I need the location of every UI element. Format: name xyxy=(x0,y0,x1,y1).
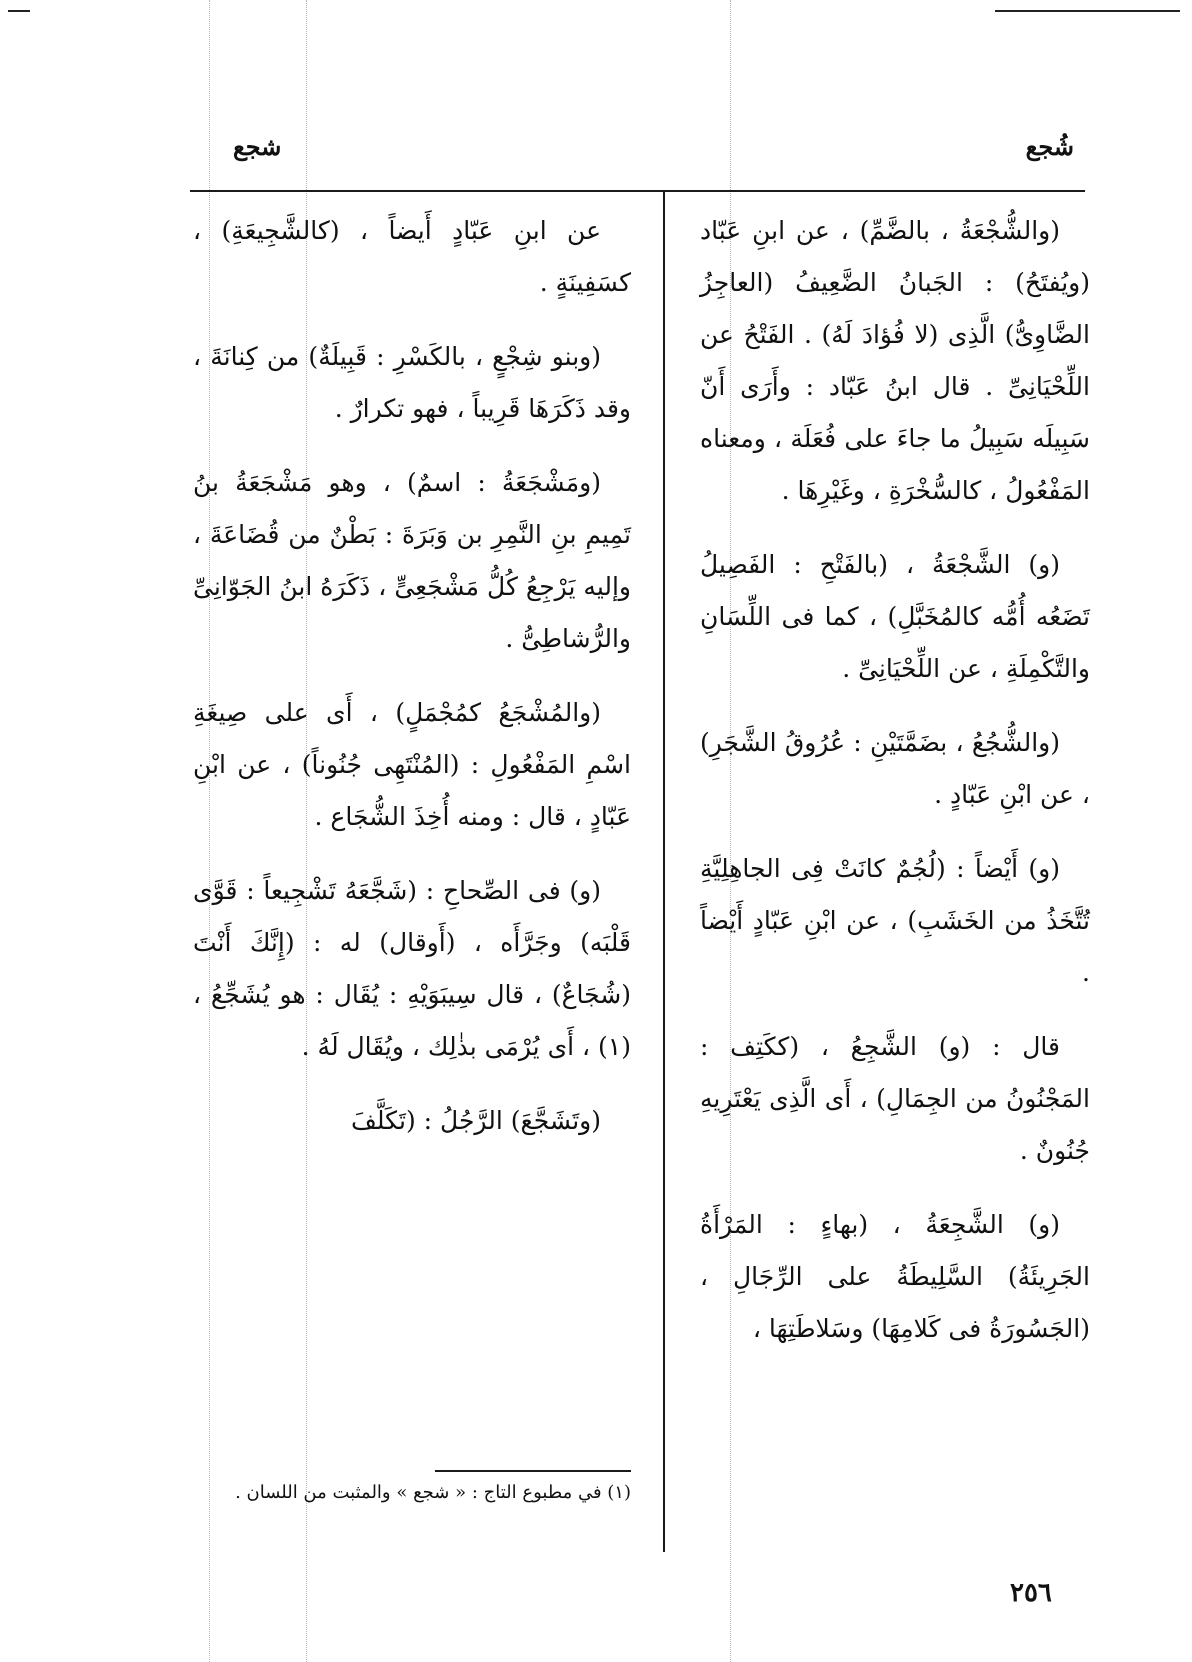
footnote-rule xyxy=(435,1470,631,1472)
running-header-right: شُجع xyxy=(1025,132,1074,161)
dictionary-entry: (وتَشَجَّعَ) الرَّجُلُ : (تَكَلَّفَ xyxy=(351,1106,601,1135)
dictionary-entry: (والمُشْجَعُ كمُجْمَلٍ) ، أَى على صِيغَةِ اسْمِ المَفْعُولِ : (المُنْتَهِى جُنُوناً) ، عن ابْنِ عَبّادٍ ، قال : ومنه أُخِذَ الشُّجَاع . xyxy=(193,698,631,831)
scan-edge-mark xyxy=(8,10,30,12)
dictionary-entry: (و) الشَّجْعَةُ ، (بالفَتْحِ : الفَصِيلُ تَضَعُه أُمُّه كالمُخَبَّلِ) ، كما فى اللِّسَانِ والتَّكْمِلَةِ ، عن اللِّحْيَانِىِّ . xyxy=(700,550,1090,683)
dictionary-entry: قال : (و) الشَّجِعُ ، (ككَتِف : المَجْنُونُ من الجِمَالِ) ، أَى الَّذِى يَعْتَرِيهِ جُنُونٌ . xyxy=(700,1032,1090,1165)
running-header-left: شجع xyxy=(233,132,282,161)
column-divider xyxy=(663,192,665,1552)
right-column xyxy=(700,205,1090,1377)
dictionary-entry: (والشُّجْعَةُ ، بالضَّمِّ) ، عن ابنِ عَبّاد (ويُفتَحُ) : الجَبانُ الضَّعِيفُ (العاجِزُ الضَّاوِىُّ) الَّذِى (لا فُؤادَ لَهُ) . الفَتْحُ عن اللِّحْيَانِىِّ . قال ابنُ عَبّاد : وأَرَى أَنّ سَبِيلَه سَبِيلُ ما جاءَ على فُعَلَة ، ومعناه المَفْعُولُ ، كالسُّخْرَةِ ، وغَيْرِهَا . xyxy=(700,216,1090,505)
scan-edge-mark xyxy=(995,10,1180,12)
dictionary-entry: (وبنو شِجْعٍ ، بالكَسْرِ : قَبِيلَةٌ) من كِنانَةَ ، وقد ذَكَرَهَا قَرِيباً ، فهو تكرارٌ . xyxy=(193,342,631,423)
dictionary-entry: (و) فى الصِّحاحِ : (شَجَّعَهُ تَشْجِيعاً : قَوَّى قَلْبَه) وجَرَّأَه ، (أَوقال) له : (إِنَّكَ أَنْتَ (شُجَاعٌ) ، قال سِيبَوَيْهِ : يُقَال : هو يُشَجِّعُ ، (١) ، أَى يُرْمَى بذٰلِك ، ويُقَال لَهُ . xyxy=(193,876,631,1061)
dictionary-entry: (ومَشْجَعَةُ : اسمٌ) ، وهو مَشْجَعَةُ بنُ تَمِيمِ بنِ النَّمِرِ بن وَبَرَةَ : بَطْنٌ من قُضَاعَةَ ، وإليه يَرْجِعُ كُلُّ مَشْجَعِىٍّ ، ذَكَرَهُ ابنُ الجَوّانِىِّ والرُّشاطِىُّ . xyxy=(193,468,631,653)
dictionary-entry: (و) الشَّجِعَةُ ، (بهاءٍ : المَرْأَةُ الجَرِيئَةُ) السَّلِيطَةُ على الرِّجَالِ ، (الجَسُورَةُ فى كَلامِهَا) وسَلاطَتِهَا ، xyxy=(700,1210,1090,1343)
dictionary-entry: عن ابنِ عَبّادٍ أَيضاً ، (كالشَّجِيعَةِ) ، كسَفِينَةٍ . xyxy=(193,216,631,297)
dictionary-entry: (والشُّجُعُ ، بضَمَّتَيْنِ : عُرُوقُ الشَّجَرِ) ، عن ابْنِ عَبّادٍ . xyxy=(700,728,1090,809)
footnote: (١) في مطبوع التاج : « شجع » والمثبت من اللسان . xyxy=(235,1482,631,1503)
page-number: ٢٥٦ xyxy=(1010,1578,1052,1608)
left-column xyxy=(193,205,631,1169)
dictionary-entry: (و) أَيْضاً : (لُجُمٌ كانَتْ فِى الجاهِلِيَّةِ تُتَّخَذُ من الخَشَبِ) ، عن ابْنِ عَبّادٍ أَيْضاً . xyxy=(700,854,1090,987)
header-rule xyxy=(190,190,1085,192)
